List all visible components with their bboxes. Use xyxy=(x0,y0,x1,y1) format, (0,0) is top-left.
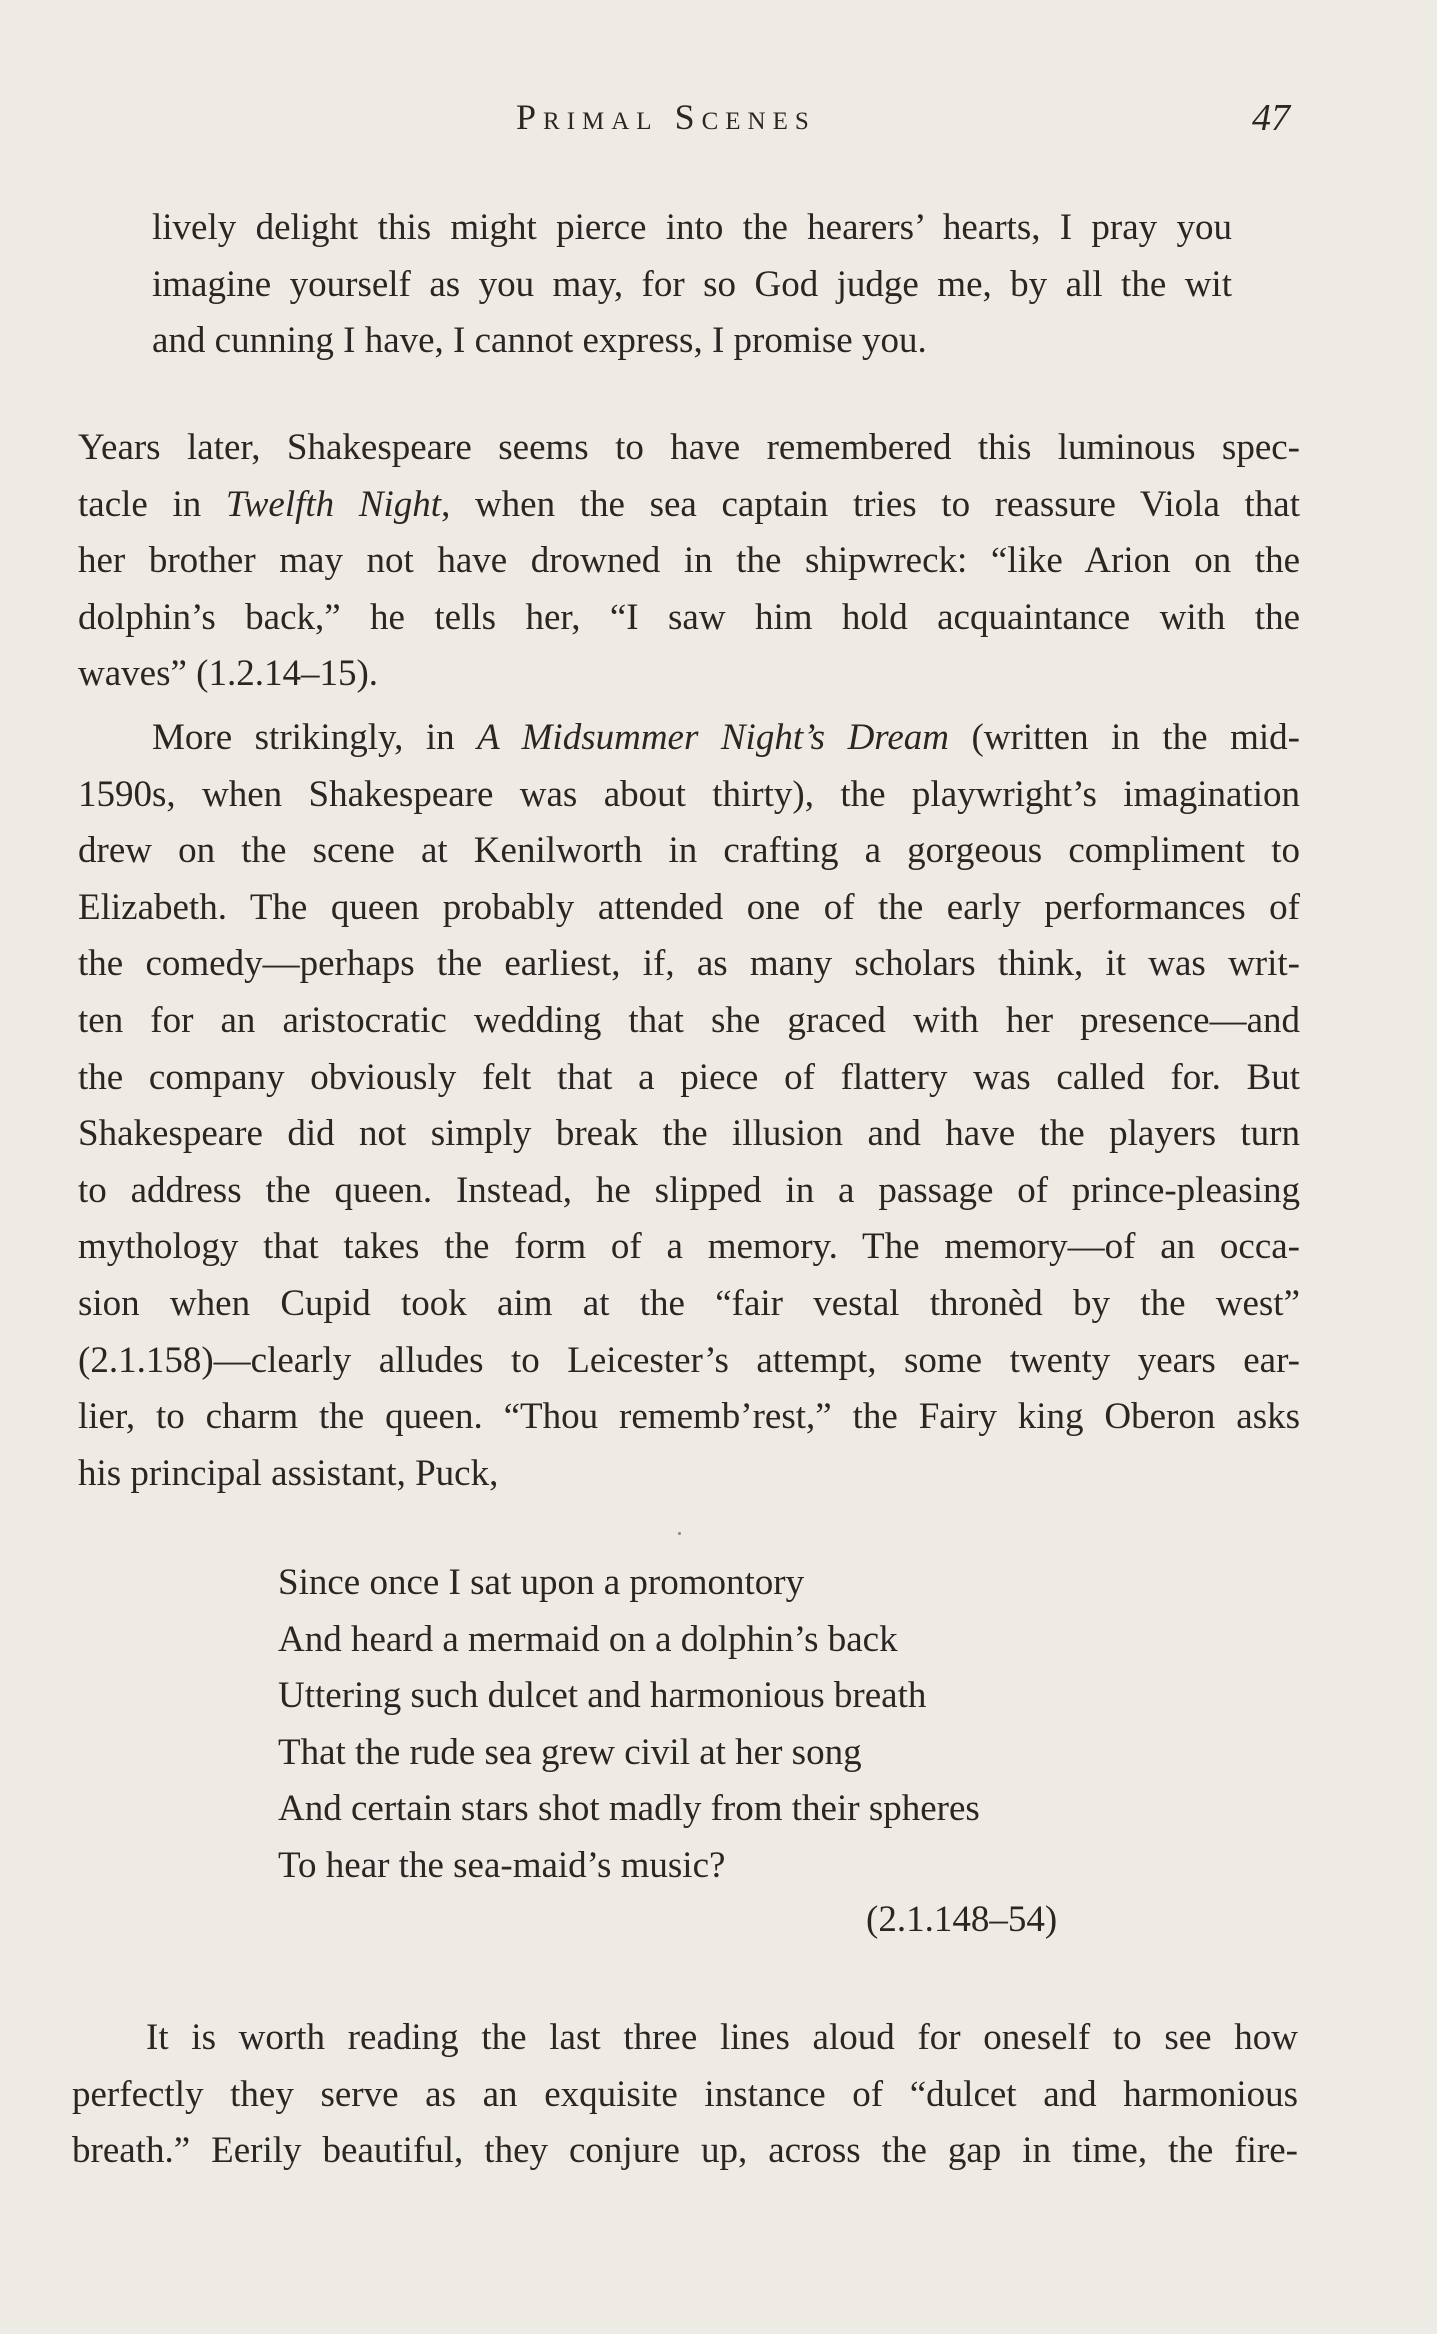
text-line: his principal assistant, Puck, xyxy=(78,1452,499,1494)
running-head xyxy=(0,96,1437,146)
running-title: Primal Scenes xyxy=(516,97,816,137)
verse-line: And heard a mermaid on a dolphin’s back xyxy=(278,1618,898,1660)
text-line: mythology that takes the form of a memory. The memory—of an occa- xyxy=(78,1226,1300,1268)
text-line: dolphin’s back,” he tells her, “I saw him hold acquaintance with the xyxy=(78,596,1300,638)
verse-citation: (2.1.148–54) xyxy=(866,1899,1058,1940)
text-line: her brother may not have drowned in the shipwreck: “like Arion on the xyxy=(78,540,1300,582)
paragraph-twelfth-night xyxy=(78,420,1300,703)
play-title-midsummer: A Midsummer Night’s Dream xyxy=(477,717,949,758)
verse-line: That the rude sea grew civil at her song xyxy=(278,1731,862,1773)
verse-line: Uttering such dulcet and harmonious breath xyxy=(278,1675,927,1717)
text-line: perfectly they serve as an exquisite instance of “dulcet and harmonious xyxy=(72,2073,1298,2115)
print-speck xyxy=(678,1532,681,1535)
text-line: sion when Cupid took aim at the “fair vestal thronèd by the west” xyxy=(78,1282,1300,1324)
verse-line: To hear the sea-maid’s music? xyxy=(278,1844,726,1886)
play-title-twelfth-night: Twelfth Night xyxy=(225,483,442,525)
text-line: waves” (1.2.14–15). xyxy=(78,653,379,695)
paragraph-reading-aloud xyxy=(72,2010,1298,2180)
verse-line: Since once I sat upon a promontory xyxy=(278,1562,805,1603)
block-quote-continued xyxy=(152,200,1232,370)
text-line: More strikingly, in A Midsummer Night’s Dream (written in the mid- xyxy=(152,717,1300,758)
text-line: tacle in Twelfth Night, when the sea captain tries to reassure Viola that xyxy=(78,483,1300,525)
verse-quotation xyxy=(278,1555,1178,1895)
text-line: the company obviously felt that a piece of flattery was called for. But xyxy=(78,1056,1300,1098)
text-line: Shakespeare did not simply break the illusion and have the players turn xyxy=(78,1113,1300,1155)
text-line: to address the queen. Instead, he slipped in a passage of prince-pleasing xyxy=(78,1169,1300,1211)
paragraph-midsummer xyxy=(78,710,1300,1502)
text-line: ten for an aristocratic wedding that she graced with her presence—and xyxy=(78,999,1300,1041)
text-line: drew on the scene at Kenilworth in crafting a gorgeous compliment to xyxy=(78,830,1300,872)
text-line: breath.” Eerily beautiful, they conjure up, across the gap in time, the fire- xyxy=(72,2130,1298,2172)
text-line: It is worth reading the last three lines aloud for oneself to see how xyxy=(146,2017,1298,2058)
text-line: the comedy—perhaps the earliest, if, as many scholars think, it was writ- xyxy=(78,943,1300,985)
verse-line: And certain stars shot madly from their spheres xyxy=(278,1788,980,1830)
page-number: 47 xyxy=(1252,97,1290,139)
quote-line: and cunning I have, I cannot express, I promise you. xyxy=(152,320,927,362)
quote-line: imagine yourself as you may, for so God judge me, by all the wit xyxy=(152,263,1232,305)
quote-line: lively delight this might pierce into the hearers’ hearts, I pray you xyxy=(152,207,1232,248)
text-line: 1590s, when Shakespeare was about thirty), the playwright’s imagination xyxy=(78,773,1300,815)
text-line: lier, to charm the queen. “Thou rememb’rest,” the Fairy king Oberon asks xyxy=(78,1396,1300,1438)
text-line: Years later, Shakespeare seems to have remembered this luminous spec- xyxy=(78,427,1300,468)
text-line: Elizabeth. The queen probably attended one of the early performances of xyxy=(78,886,1300,928)
text-line: (2.1.158)—clearly alludes to Leicester’s attempt, some twenty years ear- xyxy=(78,1339,1300,1381)
